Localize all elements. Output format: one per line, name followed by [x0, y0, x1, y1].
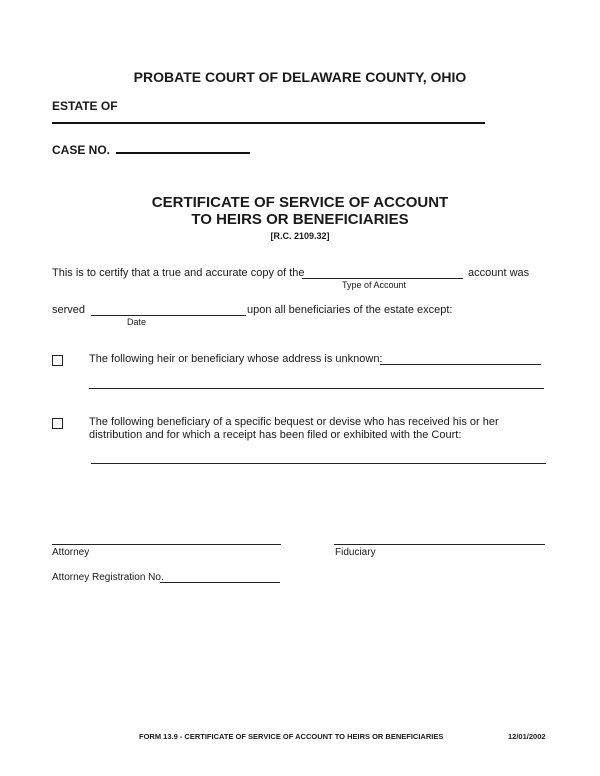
served-suffix-text: upon all beneficiaries of the estate except: [247, 304, 453, 316]
court-title: PROBATE COURT OF DELAWARE COUNTY, OHIO [133, 69, 467, 85]
form-title-line1: CERTIFICATE OF SERVICE OF ACCOUNT [151, 194, 449, 211]
attorney-registration-field[interactable] [160, 582, 280, 583]
attorney-signature-field[interactable] [52, 544, 281, 545]
account-was-text: account was [468, 267, 530, 279]
attorney-label: Attorney [52, 547, 90, 558]
served-label: served [52, 304, 86, 316]
form-title-line2: TO HEIRS OR BENEFICIARIES [191, 211, 409, 228]
date-caption: Date [127, 317, 147, 327]
specific-bequest-field[interactable] [91, 463, 546, 464]
type-of-account-field[interactable] [302, 278, 463, 279]
specific-bequest-checkbox[interactable] [52, 418, 63, 429]
unknown-address-field-continued[interactable] [89, 388, 544, 389]
certify-text: This is to certify that a true and accurate copy of the [52, 267, 305, 279]
footer-form-label: FORM 13.9 - CERTIFICATE OF SERVICE OF ACCOUNT TO HEIRS OR BENEFICIARIES [139, 732, 444, 741]
specific-bequest-label-line2: distribution and for which a receipt has been filed or exhibited with the Court: [89, 429, 462, 441]
unknown-address-checkbox[interactable] [52, 355, 63, 366]
estate-name-field[interactable] [52, 122, 485, 124]
specific-bequest-label-line1: The following beneficiary of a specific bequest or devise who has received his or her [89, 416, 499, 428]
unknown-address-label: The following heir or beneficiary whose address is unknown: [89, 353, 383, 365]
statute-reference: [R.C. 2109.32] [270, 231, 330, 241]
fiduciary-signature-field[interactable] [334, 544, 545, 545]
type-of-account-caption: Type of Account [342, 280, 407, 290]
served-date-field[interactable] [91, 315, 246, 316]
attorney-registration-label: Attorney Registration No. [52, 572, 164, 583]
estate-label: ESTATE OF [52, 99, 118, 113]
case-number-field[interactable] [116, 152, 250, 154]
fiduciary-label: Fiduciary [335, 547, 376, 558]
footer-date: 12/01/2002 [508, 732, 546, 741]
case-label: CASE NO. [52, 143, 111, 157]
unknown-address-field[interactable] [380, 364, 541, 365]
